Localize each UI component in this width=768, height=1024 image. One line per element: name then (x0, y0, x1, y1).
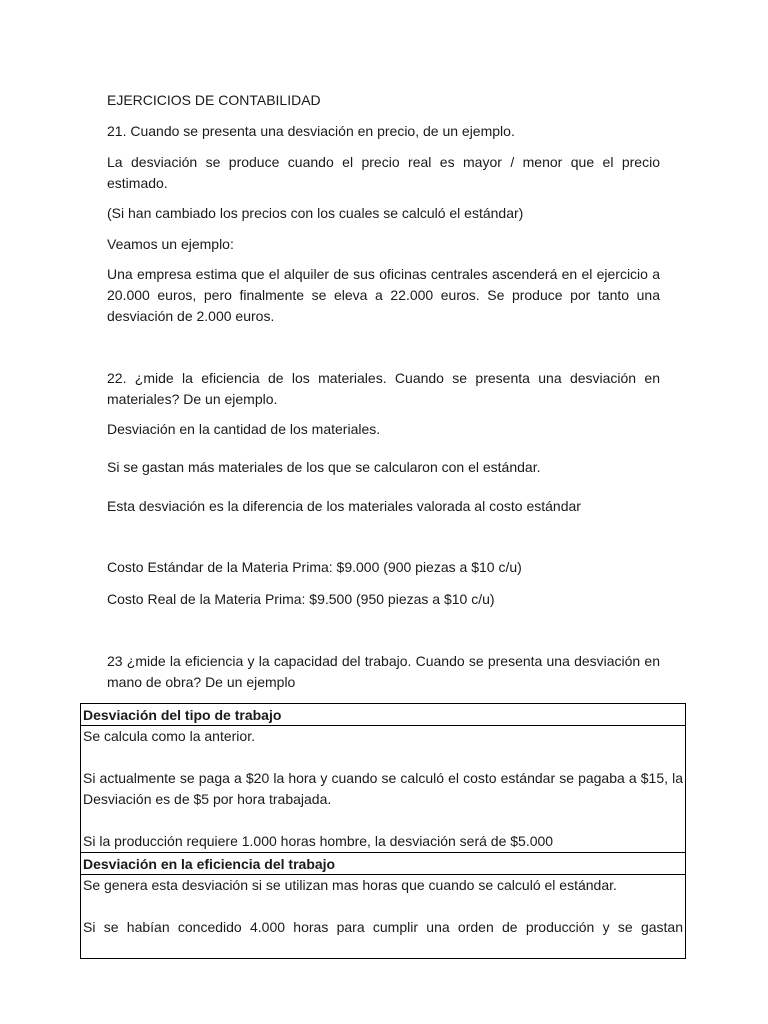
q21-paragraph-4: Una empresa estima que el alquiler de sus oficinas centrales ascenderá en el ejercicio a 20.000 euros, pero finalmente se eleva a 22.000 euros. Se produce por tanto una desviación de 2.000 euros. (107, 266, 660, 324)
q22-paragraph-2: Si se gastan más materiales de los que se calcularon con el estándar. (107, 459, 541, 475)
question-23: 23 ¿mide la eficiencia y la capacidad del trabajo. Cuando se presenta una desviación en mano de obra? De un ejemplo (107, 653, 660, 690)
table-text-line: Se calcula como la anterior. (83, 728, 255, 744)
q22-paragraph-1: Desviación en la cantidad de los materiales. (107, 421, 381, 437)
q21-paragraph-3: Veamos un ejemplo: (107, 236, 234, 252)
q22-paragraph-3: Esta desviación es la diferencia de los materiales valorada al costo estándar (107, 498, 581, 514)
table-text-line: Si se habían concedido 4.000 horas para cumplir una orden de producción y se gastan (83, 919, 683, 935)
question-22: 22. ¿mide la eficiencia de los materiales. Cuando se presenta una desviación en materiales? De un ejemplo. (107, 370, 660, 407)
table-cell-eficiencia-trabajo (81, 875, 685, 959)
question-21: 21. Cuando se presenta una desviación en precio, de un ejemplo. (107, 123, 515, 139)
q22-paragraph-5: Costo Real de la Materia Prima: $9.500 (950 piezas a $10 c/u) (107, 591, 495, 607)
table-header-eficiencia-trabajo: Desviación en la eficiencia del trabajo (81, 853, 685, 875)
q21-paragraph-1: La desviación se produce cuando el precio real es mayor / menor que el precio estimado. (107, 154, 660, 191)
table-text-line: Si actualmente se paga a $20 la hora y cuando se calculó el costo estándar se pagaba a $15, la Desviación es de $5 por hora trabajada. (83, 770, 683, 807)
table-text-line: Si la producción requiere 1.000 horas hombre, la desviación será de $5.000 (83, 833, 554, 849)
q21-paragraph-2: (Si han cambiado los precios con los cuales se calculó el estándar) (107, 205, 524, 221)
table-cell-tipo-trabajo (81, 726, 685, 853)
document-title: EJERCICIOS DE CONTABILIDAD (107, 92, 321, 108)
q22-paragraph-4: Costo Estándar de la Materia Prima: $9.000 (900 piezas a $10 c/u) (107, 559, 522, 575)
labor-deviation-table (80, 703, 686, 959)
table-text-line: Se genera esta desviación si se utilizan mas horas que cuando se calculó el estándar. (83, 877, 617, 893)
table-header-tipo-trabajo: Desviación del tipo de trabajo (81, 704, 685, 726)
